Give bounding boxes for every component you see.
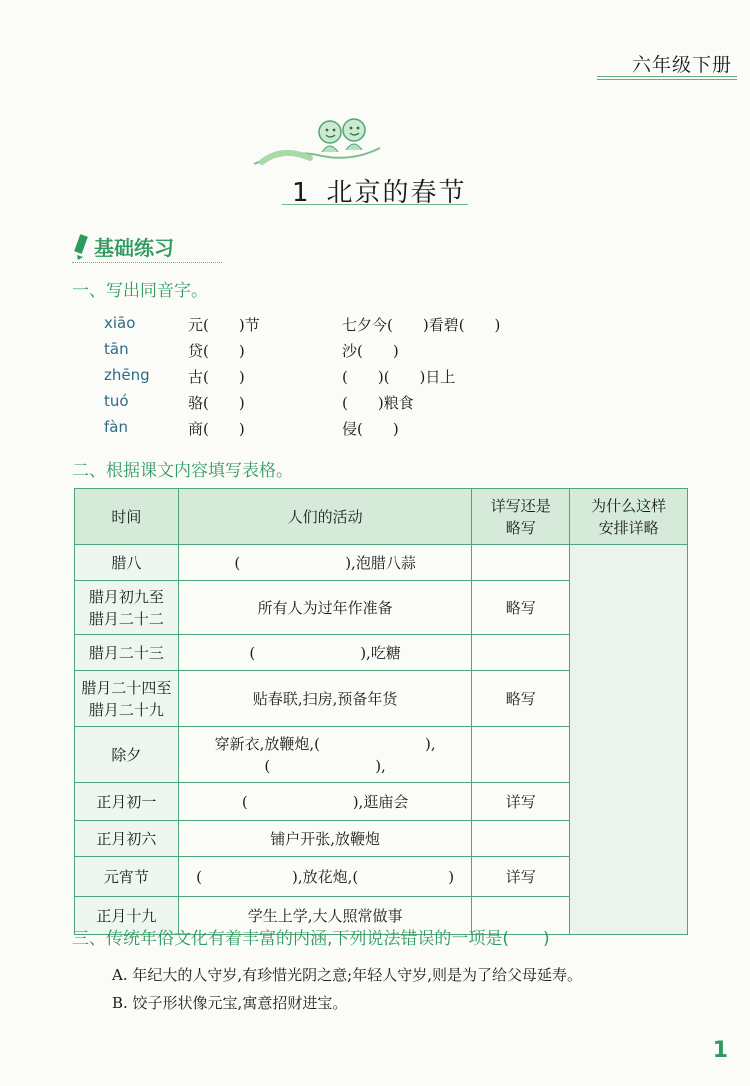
cell-time: 元宵节 <box>75 857 179 897</box>
cell-detail: 略写 <box>472 581 570 635</box>
cell-time: 腊八 <box>75 545 179 581</box>
cell-activity: ( ),吃糖 <box>178 635 472 671</box>
page-number: 1 <box>712 1038 728 1063</box>
cell-activity: 铺户开张,放鞭炮 <box>178 821 472 857</box>
cell-detail: 详写 <box>472 783 570 821</box>
header-why: 为什么这样 安排详略 <box>570 489 688 545</box>
pinyin: zhēng <box>104 366 150 384</box>
pinyin: tān <box>104 340 129 358</box>
answer-blank: 骆( ) <box>188 394 245 412</box>
answer-blank: ( )( )日上 <box>342 368 456 386</box>
cell-detail <box>472 545 570 581</box>
cell-detail: 略写 <box>472 671 570 727</box>
pinyin: fàn <box>104 418 128 436</box>
pencil-icon <box>72 233 90 261</box>
cell-detail <box>472 635 570 671</box>
pinyin: tuó <box>104 392 129 410</box>
cell-activity: ( ),逛庙会 <box>178 783 472 821</box>
answer-blank: 古( ) <box>188 368 245 386</box>
header-time: 时间 <box>75 489 179 545</box>
cell-detail <box>472 727 570 783</box>
answer-blank: 沙( ) <box>342 342 399 360</box>
grade-label: 六年级下册 <box>631 54 732 76</box>
answer-blank: ( )粮食 <box>342 394 414 412</box>
section-heading-line <box>72 262 222 263</box>
cell-activity: 穿新衣,放鞭炮,( ), ( ), <box>178 727 472 783</box>
answer-blank: 元( )节 <box>188 316 260 334</box>
section-heading <box>72 232 174 261</box>
header-activity: 人们的活动 <box>178 489 472 545</box>
lesson-title-underline <box>282 204 468 205</box>
answer-blank: 七夕今( )看碧( ) <box>342 316 501 334</box>
header-divider <box>597 76 737 80</box>
q3-title: 三、传统年俗文化有着丰富的内涵,下列说法错误的一项是( ) <box>72 929 550 949</box>
cell-time: 除夕 <box>75 727 179 783</box>
cell-time: 腊月二十三 <box>75 635 179 671</box>
cell-detail: 详写 <box>472 857 570 897</box>
q2-title: 二、根据课文内容填写表格。 <box>72 461 293 481</box>
cell-time: 正月初六 <box>75 821 179 857</box>
cell-activity: ( ),泡腊八蒜 <box>178 545 472 581</box>
holiday-table <box>74 488 688 935</box>
cell-activity: 学生上学,大人照常做事 <box>178 897 472 935</box>
answer-blank: 侵( ) <box>342 420 399 438</box>
cell-time: 腊月初九至 腊月二十二 <box>75 581 179 635</box>
cell-detail <box>472 821 570 857</box>
lesson-name: 北京的春节 <box>326 178 467 208</box>
answer-blank: 商( ) <box>188 420 245 438</box>
header-detail: 详写还是 略写 <box>472 489 570 545</box>
cell-activity: 所有人为过年作准备 <box>178 581 472 635</box>
cartoon-children-icon <box>252 118 382 168</box>
cell-activity: 贴春联,扫房,预备年货 <box>178 671 472 727</box>
choice-a: A. 年纪大的人守岁,有珍惜光阴之意;年轻人守岁,则是为了给父母延寿。 <box>112 966 582 984</box>
q1-title: 一、写出同音字。 <box>72 281 208 301</box>
choice-b: B. 饺子形状像元宝,寓意招财进宝。 <box>112 994 348 1012</box>
cell-time: 正月初一 <box>75 783 179 821</box>
answer-blank: 贷( ) <box>188 342 245 360</box>
cell-why <box>570 545 688 935</box>
lesson-number: 1 <box>292 178 311 208</box>
cell-time: 腊月二十四至 腊月二十九 <box>75 671 179 727</box>
section-title: 基础练习 <box>94 236 174 260</box>
cell-activity: ( ),放花炮,( ) <box>178 857 472 897</box>
cell-time: 正月十九 <box>75 897 179 935</box>
pinyin: xiāo <box>104 314 136 332</box>
